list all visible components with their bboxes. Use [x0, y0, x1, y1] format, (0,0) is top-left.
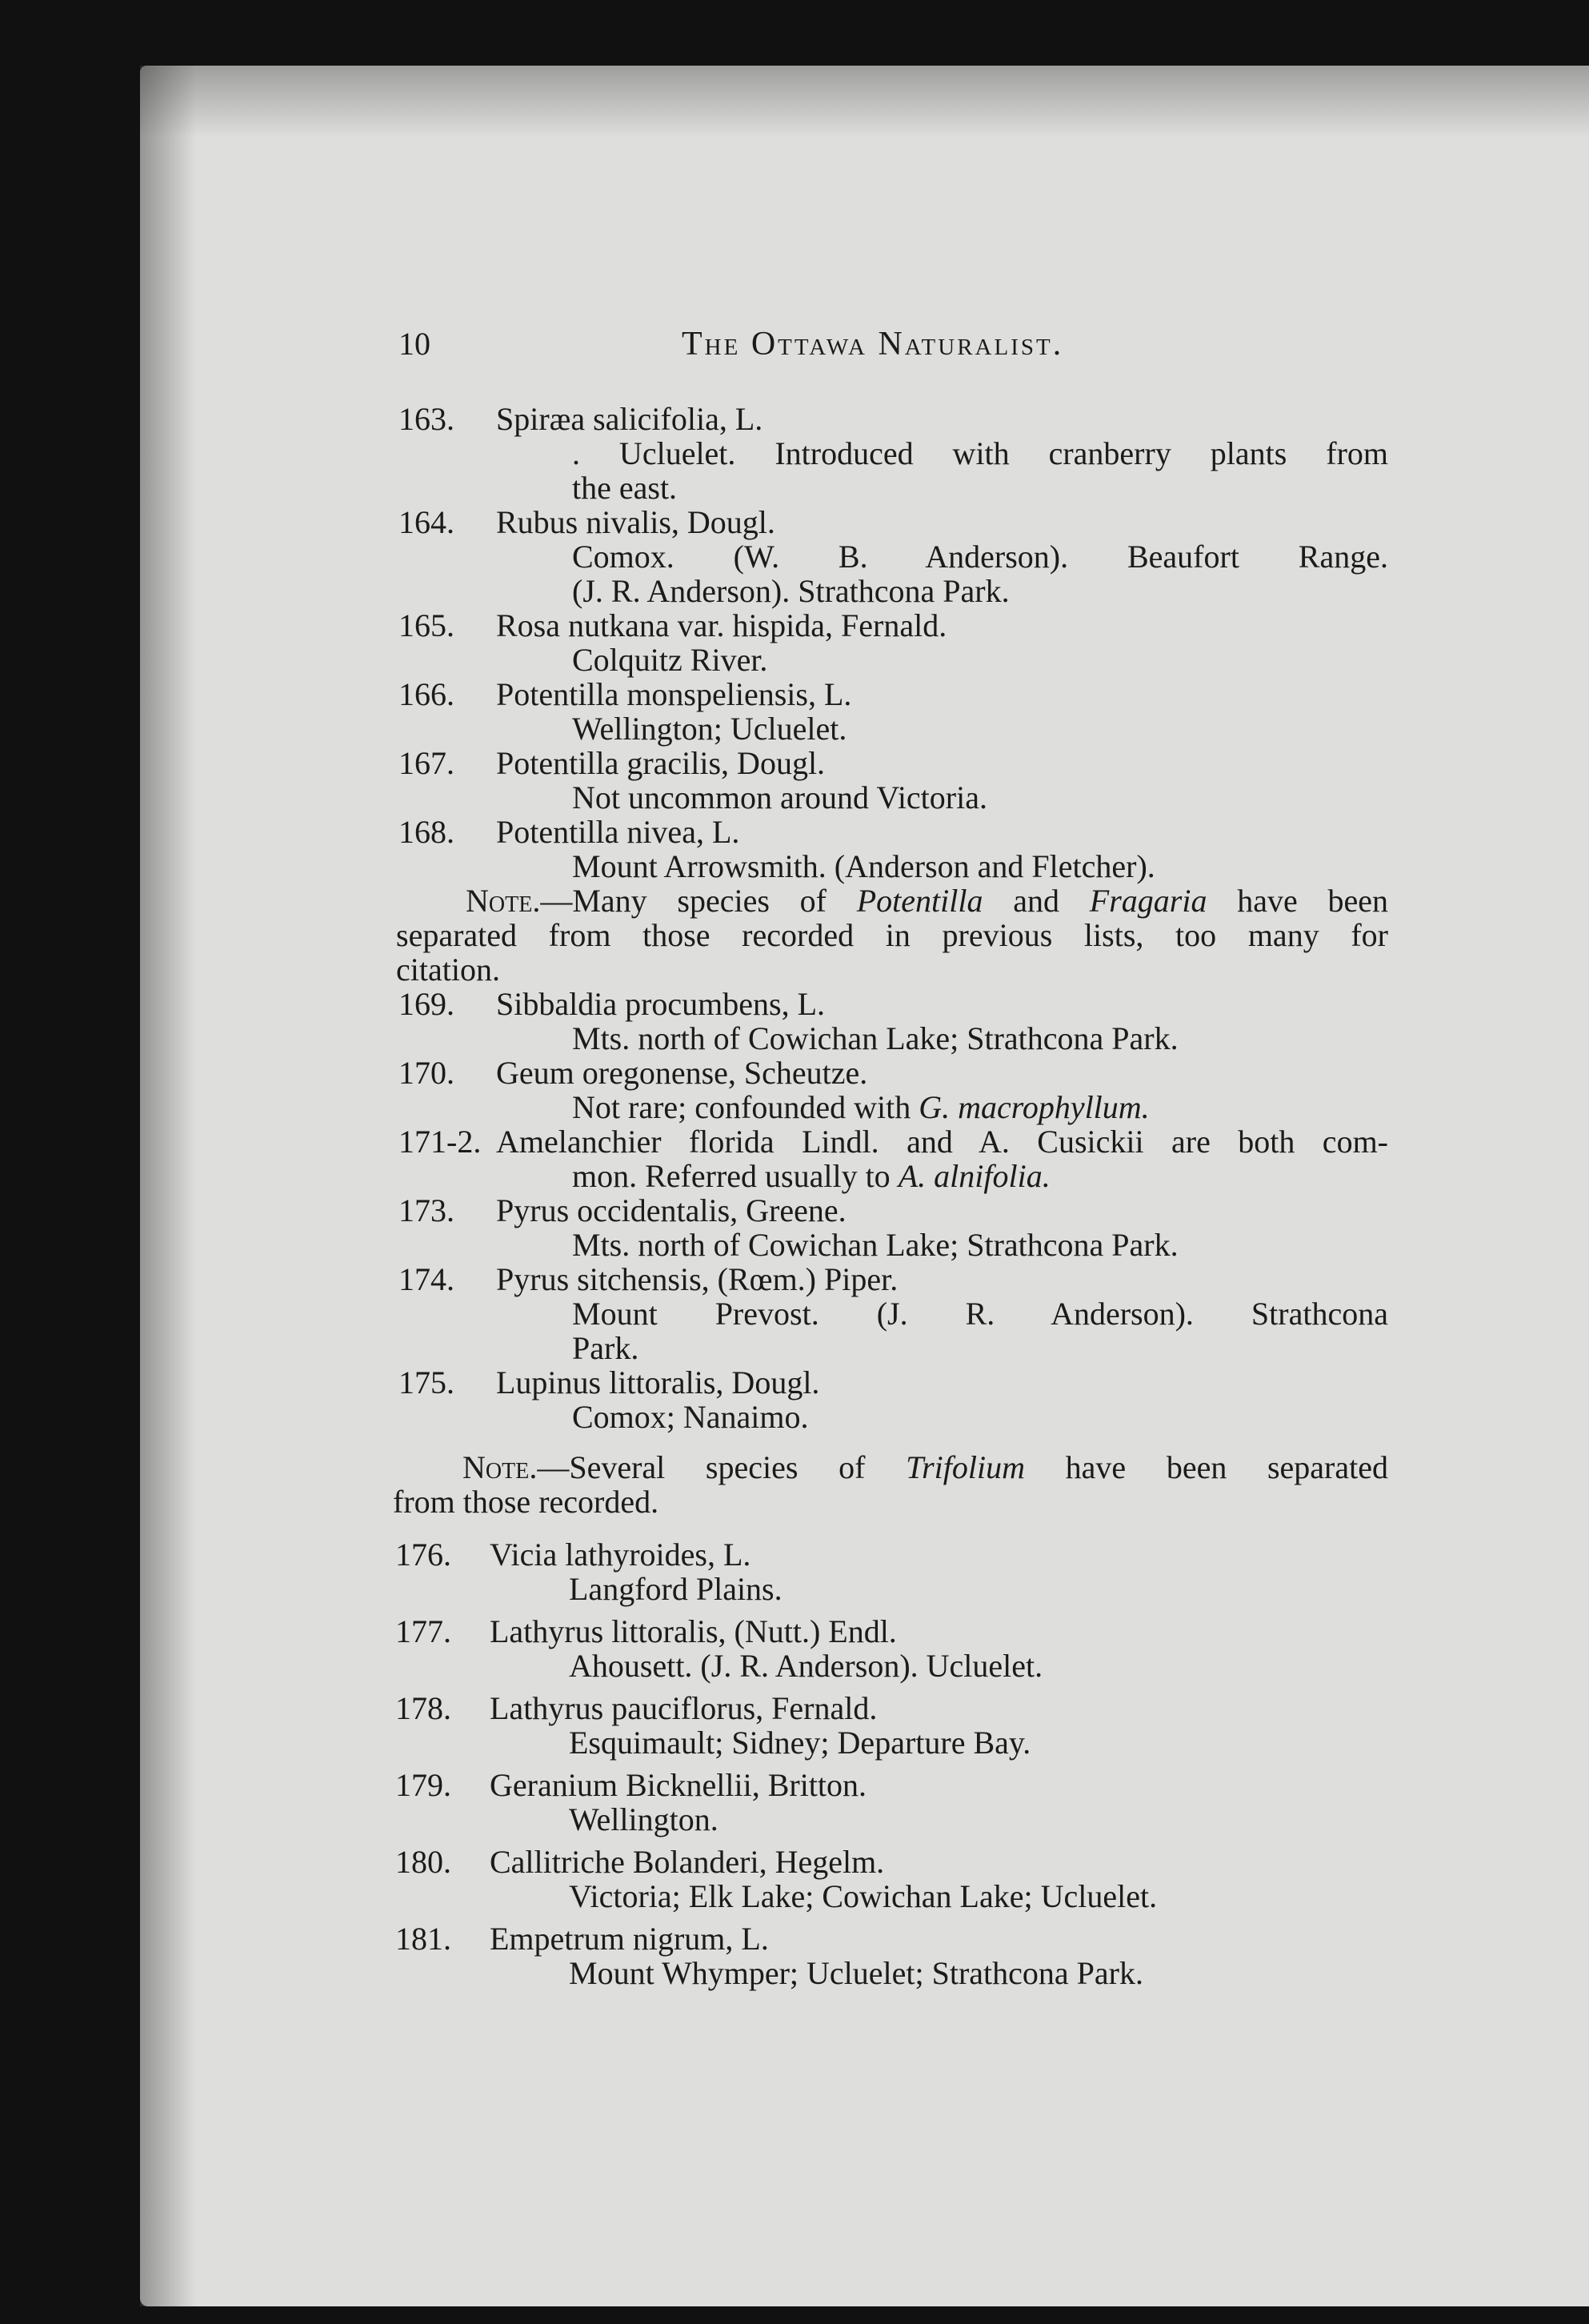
species-name: Pyrus sitchensis, (Rœm.) Piper. [496, 1261, 899, 1297]
entry-number: 176. [395, 1537, 451, 1573]
locality-line: Colquitz River. [572, 642, 768, 678]
note-paragraph-line: Note.—Many species of Potentilla and Fragaria have been [466, 883, 1388, 919]
entry-number: 177. [395, 1613, 451, 1649]
locality-line: Comox. (W. B. Anderson). Beaufort Range. [572, 539, 1388, 575]
species-name: Potentilla gracilis, Dougl. [496, 745, 826, 781]
locality-line: Mts. north of Cowichan Lake; Strathcona Park. [572, 1020, 1179, 1056]
entry-number: 181. [395, 1921, 451, 1957]
entry-number: 169. [398, 986, 454, 1022]
entry-number: 180. [395, 1844, 451, 1880]
species-name: Pyrus occidentalis, Greene. [496, 1192, 847, 1228]
species-name: Rubus nivalis, Dougl. [496, 504, 775, 540]
locality-line: Park. [572, 1330, 639, 1366]
species-name: Sibbaldia procumbens, L. [496, 986, 826, 1022]
species-name: Empetrum nigrum, L. [490, 1921, 769, 1957]
entry-number: 164. [398, 504, 454, 540]
locality-line: Langford Plains. [569, 1571, 782, 1607]
species-name: Lathyrus littoralis, (Nutt.) Endl. [490, 1613, 897, 1649]
species-name: Potentilla nivea, L. [496, 814, 740, 850]
note-paragraph-line: citation. [396, 952, 500, 988]
entry-number: 179. [395, 1767, 451, 1803]
locality-line: Wellington; Ucluelet. [572, 711, 847, 747]
locality-line: Mts. north of Cowichan Lake; Strathcona Park. [572, 1227, 1179, 1263]
species-name: Amelanchier florida Lindl. and A. Cusickii are both com- [496, 1124, 1388, 1160]
note-paragraph-line: from those recorded. [393, 1484, 659, 1520]
locality-line: Wellington. [569, 1801, 718, 1837]
entry-number: 173. [398, 1192, 454, 1228]
page-number: 10 [398, 326, 430, 362]
entry-number: 178. [395, 1690, 451, 1726]
locality-line: the east. [572, 470, 678, 506]
locality-line: Mount Whymper; Ucluelet; Strathcona Park. [569, 1955, 1143, 1991]
species-name: Geranium Bicknellii, Britton. [490, 1767, 867, 1803]
entry-number: 171-2. [398, 1124, 482, 1160]
locality-line: Mount Arrowsmith. (Anderson and Fletcher). [572, 848, 1155, 884]
entry-number: 165. [398, 607, 454, 643]
page-shadow [140, 66, 196, 2306]
entry-number: 175. [398, 1364, 454, 1400]
locality-line: (J. R. Anderson). Strathcona Park. [572, 573, 1010, 609]
entry-number: 167. [398, 745, 454, 781]
species-name: Rosa nutkana var. hispida, Fernald. [496, 607, 947, 643]
locality-line: Not rare; confounded with G. macrophyllum. [572, 1089, 1150, 1125]
entry-number: 166. [398, 676, 454, 712]
species-name: Potentilla monspeliensis, L. [496, 676, 852, 712]
species-name: Spiræa salicifolia, L. [496, 401, 763, 437]
entry-number: 170. [398, 1055, 454, 1091]
species-name: Vicia lathyroides, L. [490, 1537, 751, 1573]
locality-line: mon. Referred usually to A. alnifolia. [572, 1158, 1051, 1194]
species-name: Geum oregonense, Scheutze. [496, 1055, 868, 1091]
species-name: Callitriche Bolanderi, Hegelm. [490, 1844, 885, 1880]
locality-line: Not uncommon around Victoria. [572, 779, 987, 815]
species-name: Lathyrus pauciflorus, Fernald. [490, 1690, 878, 1726]
note-paragraph-line: Note.—Several species of Trifolium have been separated [462, 1449, 1389, 1485]
locality-line: Esquimault; Sidney; Departure Bay. [569, 1725, 1031, 1761]
page-shadow-top [140, 66, 1589, 138]
locality-line: Ahousett. (J. R. Anderson). Ucluelet. [569, 1648, 1043, 1684]
note-paragraph-line: separated from those recorded in previous lists, too many for [396, 917, 1388, 953]
locality-line: Mount Prevost. (J. R. Anderson). Strathcona [572, 1296, 1388, 1332]
entry-number: 168. [398, 814, 454, 850]
entry-number: 174. [398, 1261, 454, 1297]
locality-line: . Ucluelet. Introduced with cranberry plants from [572, 435, 1388, 471]
locality-line: Comox; Nanaimo. [572, 1399, 809, 1435]
species-name: Lupinus littoralis, Dougl. [496, 1364, 820, 1400]
running-title: The Ottawa Naturalist. [682, 326, 1064, 363]
locality-line: Victoria; Elk Lake; Cowichan Lake; Ucluelet. [569, 1878, 1158, 1914]
entry-number: 163. [398, 401, 454, 437]
